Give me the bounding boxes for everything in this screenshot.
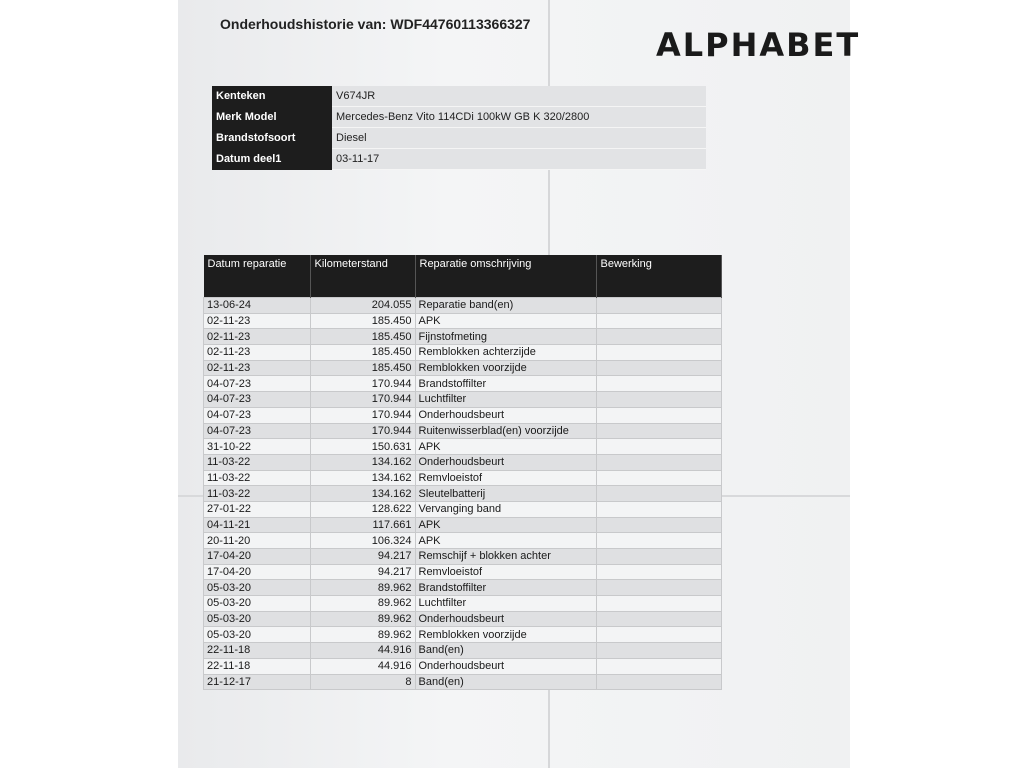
history-row [204,611,722,627]
history-date-cell: 22-11-18 [204,658,311,674]
history-description-cell: APK [415,533,596,549]
history-action-cell [596,517,722,533]
history-action-cell [596,549,722,565]
history-km-cell: 134.162 [310,486,415,502]
history-km-cell: 94.217 [310,549,415,565]
history-date-cell: 13-06-24 [204,298,311,314]
history-km-cell: 89.962 [310,611,415,627]
history-row [204,643,722,659]
history-row [204,658,722,674]
history-description-cell: Ruitenwisserblad(en) voorzijde [415,423,596,439]
history-action-cell [596,360,722,376]
history-description-cell: Onderhoudsbeurt [415,611,596,627]
history-row [204,470,722,486]
history-action-cell [596,580,722,596]
history-km-cell: 170.944 [310,423,415,439]
history-action-cell [596,627,722,643]
history-row [204,674,722,690]
history-row [204,376,722,392]
history-km-cell: 117.661 [310,517,415,533]
vehicle-info-row [212,128,706,149]
history-date-cell: 02-11-23 [204,329,311,345]
history-row [204,580,722,596]
history-description-cell: Remschijf + blokken achter [415,549,596,565]
history-row [204,360,722,376]
history-description-cell: Sleutelbatterij [415,486,596,502]
history-action-cell [596,454,722,470]
history-date-cell: 04-07-23 [204,407,311,423]
history-row [204,533,722,549]
history-action-cell [596,298,722,314]
history-date-cell: 04-07-23 [204,423,311,439]
history-date-cell: 17-04-20 [204,564,311,580]
history-action-cell [596,674,722,690]
history-date-cell: 02-11-23 [204,345,311,361]
history-km-cell: 204.055 [310,298,415,314]
history-action-cell [596,345,722,361]
history-action-cell [596,470,722,486]
history-description-cell: APK [415,313,596,329]
history-action-cell [596,564,722,580]
history-action-cell [596,439,722,455]
history-km-cell: 89.962 [310,580,415,596]
history-row [204,345,722,361]
history-date-cell: 04-07-23 [204,376,311,392]
history-row [204,627,722,643]
history-row [204,564,722,580]
history-km-cell: 170.944 [310,407,415,423]
vehicle-info-row [212,107,706,128]
history-km-cell: 128.622 [310,501,415,517]
history-row [204,423,722,439]
history-description-cell: Band(en) [415,643,596,659]
history-date-cell: 22-11-18 [204,643,311,659]
history-description-cell: Remblokken voorzijde [415,360,596,376]
history-description-cell: Remvloeistof [415,564,596,580]
history-description-cell: Remblokken voorzijde [415,627,596,643]
company-logo: ALPHABET [656,26,861,64]
history-date-cell: 11-03-22 [204,470,311,486]
history-description-cell: Reparatie band(en) [415,298,596,314]
history-action-cell [596,407,722,423]
history-row [204,501,722,517]
vehicle-info-value: V674JR [332,86,706,107]
history-action-cell [596,313,722,329]
history-date-cell: 05-03-20 [204,611,311,627]
history-description-cell: Brandstoffilter [415,580,596,596]
history-description-cell: Band(en) [415,674,596,690]
history-km-cell: 44.916 [310,658,415,674]
vehicle-info-label: Merk Model [212,107,332,128]
history-date-cell: 04-07-23 [204,392,311,408]
history-date-cell: 11-03-22 [204,486,311,502]
history-row [204,596,722,612]
history-km-cell: 150.631 [310,439,415,455]
vehicle-info-table [212,86,706,170]
history-action-cell [596,392,722,408]
history-action-cell [596,376,722,392]
history-description-cell: Onderhoudsbeurt [415,658,596,674]
header-km: Kilometerstand [310,255,415,298]
history-description-cell: Vervanging band [415,501,596,517]
vehicle-info-row [212,149,706,170]
history-row [204,517,722,533]
history-description-cell: Luchtfilter [415,392,596,408]
vehicle-info-value: Diesel [332,128,706,149]
vehicle-info-label: Datum deel1 [212,149,332,170]
history-km-cell: 185.450 [310,360,415,376]
history-date-cell: 04-11-21 [204,517,311,533]
history-row [204,454,722,470]
history-date-cell: 17-04-20 [204,549,311,565]
history-action-cell [596,611,722,627]
history-description-cell: Onderhoudsbeurt [415,454,596,470]
history-km-cell: 185.450 [310,329,415,345]
history-row [204,549,722,565]
history-km-cell: 134.162 [310,470,415,486]
history-date-cell: 05-03-20 [204,627,311,643]
history-action-cell [596,596,722,612]
history-description-cell: Luchtfilter [415,596,596,612]
history-date-cell: 11-03-22 [204,454,311,470]
history-km-cell: 185.450 [310,313,415,329]
history-date-cell: 20-11-20 [204,533,311,549]
history-row [204,486,722,502]
history-description-cell: APK [415,517,596,533]
history-action-cell [596,658,722,674]
header-date: Datum reparatie [204,255,311,298]
history-row [204,407,722,423]
history-date-cell: 31-10-22 [204,439,311,455]
history-km-cell: 170.944 [310,392,415,408]
history-row [204,439,722,455]
vehicle-info-label: Brandstofsoort [212,128,332,149]
history-km-cell: 44.916 [310,643,415,659]
maintenance-history-table [203,255,722,690]
history-row [204,313,722,329]
history-km-cell: 89.962 [310,596,415,612]
history-date-cell: 05-03-20 [204,596,311,612]
vehicle-info-label: Kenteken [212,86,332,107]
history-description-cell: APK [415,439,596,455]
history-action-cell [596,533,722,549]
history-description-cell: Onderhoudsbeurt [415,407,596,423]
history-km-cell: 134.162 [310,454,415,470]
history-description-cell: Fijnstofmeting [415,329,596,345]
header-description: Reparatie omschrijving [415,255,596,298]
history-date-cell: 05-03-20 [204,580,311,596]
history-date-cell: 21-12-17 [204,674,311,690]
document-title: Onderhoudshistorie van: WDF44760113366327 [220,16,531,32]
history-description-cell: Remvloeistof [415,470,596,486]
history-row [204,329,722,345]
history-km-cell: 94.217 [310,564,415,580]
vehicle-info-value: Mercedes-Benz Vito 114CDi 100kW GB K 320/2800 [332,107,706,128]
history-date-cell: 27-01-22 [204,501,311,517]
history-km-cell: 106.324 [310,533,415,549]
header-action: Bewerking [596,255,722,298]
history-km-cell: 185.450 [310,345,415,361]
history-date-cell: 02-11-23 [204,360,311,376]
history-action-cell [596,643,722,659]
history-row [204,392,722,408]
history-action-cell [596,329,722,345]
history-action-cell [596,486,722,502]
history-km-cell: 89.962 [310,627,415,643]
history-km-cell: 170.944 [310,376,415,392]
history-description-cell: Brandstoffilter [415,376,596,392]
history-header-row [204,255,722,298]
vehicle-info-value: 03-11-17 [332,149,706,170]
history-action-cell [596,501,722,517]
history-km-cell: 8 [310,674,415,690]
history-action-cell [596,423,722,439]
history-description-cell: Remblokken achterzijde [415,345,596,361]
vehicle-info-row [212,86,706,107]
history-row [204,298,722,314]
history-date-cell: 02-11-23 [204,313,311,329]
